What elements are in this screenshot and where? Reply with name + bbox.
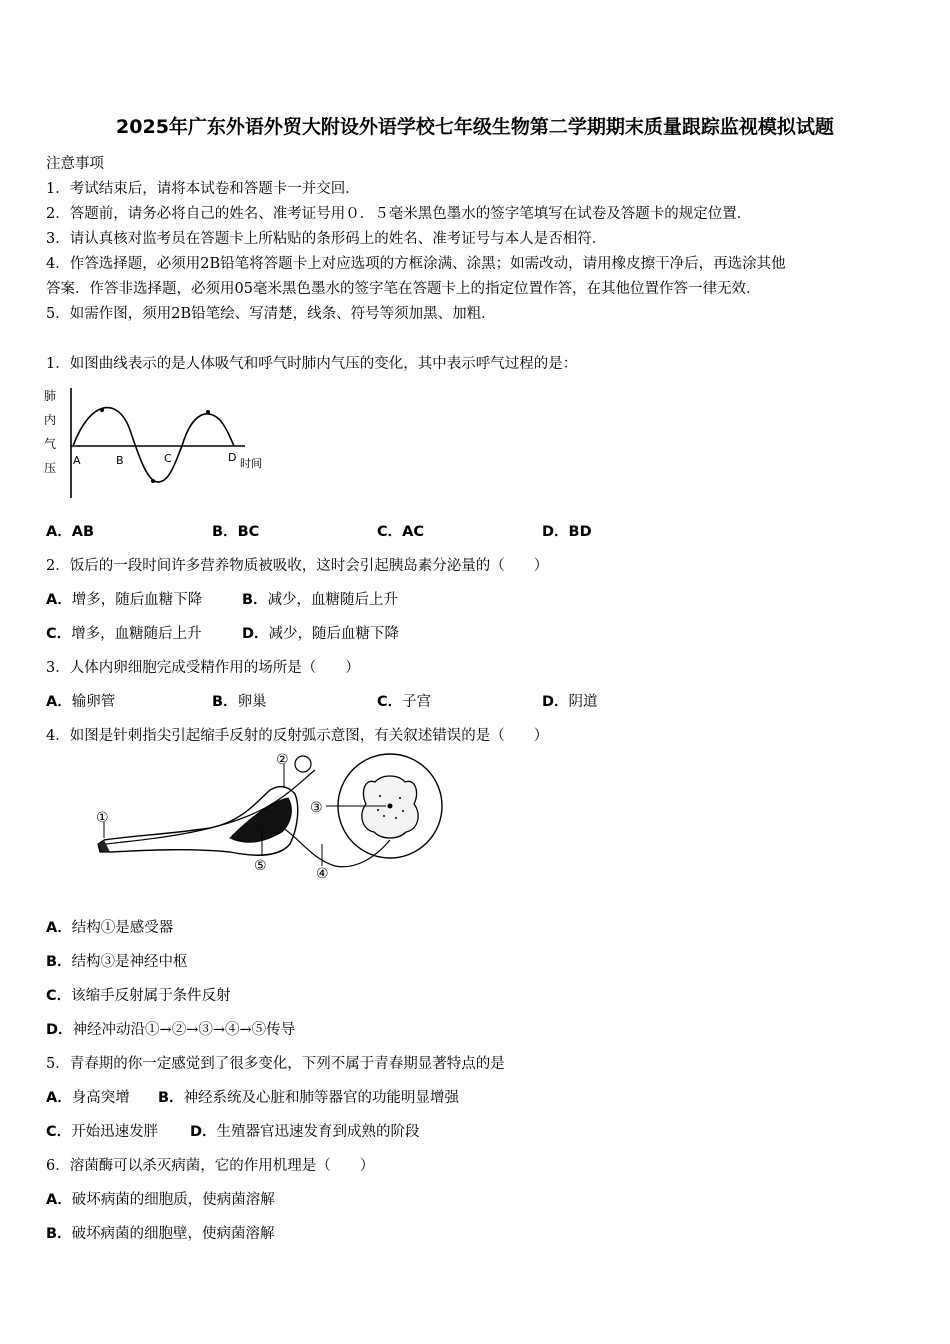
notice-heading: 注意事项 (46, 156, 104, 172)
q2-option-a: A．增多，随后血糖下降 (46, 592, 203, 608)
label-4: ④ (316, 866, 329, 882)
q1-option-a: A．AB (46, 524, 95, 540)
figure-ylabel-char: 气 (44, 437, 57, 451)
fingertip (98, 840, 110, 852)
figure-ylabel-char: 肺 (44, 389, 57, 403)
point-label-c: C (164, 452, 172, 465)
q5-option-c: C．开始迅速发胖 (46, 1124, 159, 1140)
curve-trough-dot (151, 479, 155, 483)
q5-option-a: A．身高突增 (46, 1090, 130, 1106)
point-label-b: B (116, 454, 124, 467)
label-2: ② (276, 752, 289, 768)
notice-item: 1．考试结束后，请将本试卷和答题卡一并交回． (46, 181, 360, 197)
muscle (230, 798, 291, 842)
q5-option-d: D．生殖器官迅速发育到成熟的阶段 (190, 1124, 420, 1140)
notice-item: 2．答题前，请务必将自己的姓名、准考证号用０．５毫米黑色墨水的签字笔填写在试卷及答题卡的规定位置． (46, 206, 752, 222)
ganglion (295, 756, 311, 772)
lung-pressure-curve-figure (40, 380, 280, 505)
label-5: ⑤ (254, 858, 267, 874)
curve-peak-dot (100, 408, 104, 412)
q4-option-d: D．神经冲动沿①→②→③→④→⑤传导 (46, 1022, 296, 1038)
q4-option-b: B．结构③是神经中枢 (46, 954, 188, 970)
q3-option-b: B．卵巢 (212, 694, 267, 710)
question-2-stem: 2．饭后的一段时间许多营养物质被吸收，这时会引起胰岛素分泌量的（ ） (46, 558, 549, 574)
q2-option-d: D．减少，随后血糖下降 (242, 626, 400, 642)
q4-option-c: C．该缩手反射属于条件反射 (46, 988, 231, 1004)
q3-option-c: C．子宫 (377, 694, 432, 710)
q1-option-c: C．AC (377, 524, 425, 540)
q3-option-d: D．阴道 (542, 694, 598, 710)
reflex-arc-figure (90, 748, 450, 888)
notice-item: 4．作答选择题，必须用2B铅笔将答题卡上对应选项的方框涂满、涂黑；如需改动，请用橡皮擦干净后，再选涂其他 (46, 256, 786, 272)
figure-ylabel-char: 内 (44, 413, 57, 427)
label-3: ③ (310, 800, 323, 816)
x-axis-label: 时间 (240, 457, 262, 470)
pressure-curve (73, 408, 237, 482)
q6-option-a: A．破坏病菌的细胞质，使病菌溶解 (46, 1192, 275, 1208)
question-5-stem: 5．青春期的你一定感觉到了很多变化，下列不属于青春期显著特点的是 (46, 1056, 505, 1072)
exam-title: 2025年广东外语外贸大附设外语学校七年级生物第二学期期末质量跟踪监视模拟试题 (116, 116, 834, 138)
q5-option-b: B．神经系统及心脏和肺等器官的功能明显增强 (158, 1090, 460, 1106)
question-1-stem: 1．如图曲线表示的是人体吸气和呼气时肺内气压的变化，其中表示呼气过程的是： (46, 356, 578, 372)
question-6-stem: 6．溶菌酶可以杀灭病菌，它的作用机理是（ ） (46, 1158, 375, 1174)
question-3-stem: 3．人体内卵细胞完成受精作用的场所是（ ） (46, 660, 360, 676)
q2-option-c: C．增多，血糖随后上升 (46, 626, 202, 642)
point-label-d: D (228, 451, 237, 464)
point-label-a: A (73, 454, 81, 467)
q1-option-d: D．BD (542, 524, 592, 540)
q4-option-a: A．结构①是感受器 (46, 920, 174, 936)
q6-option-b: B．破坏病菌的细胞壁，使病菌溶解 (46, 1226, 275, 1242)
question-4-stem: 4．如图是针刺指尖引起缩手反射的反射弧示意图，有关叙述错误的是（ ） (46, 728, 549, 744)
label-1: ① (96, 810, 109, 826)
figure-ylabel-char: 压 (44, 461, 57, 475)
central-canal (388, 804, 393, 809)
notice-item: 5．如需作图，须用2B铅笔绘、写清楚，线条、符号等须加黑、加粗． (46, 306, 496, 322)
notice-item: 3．请认真核对监考员在答题卡上所粘贴的条形码上的姓名、准考证号与本人是否相符． (46, 231, 607, 247)
curve-peak-dot (206, 410, 210, 414)
notice-item: 答案．作答非选择题，必须用05毫米黑色墨水的签字笔在答题卡上的指定位置作答，在其他位置作答一律无效． (46, 281, 761, 297)
q3-option-a: A．输卵管 (46, 694, 116, 710)
q2-option-b: B．减少，血糖随后上升 (242, 592, 399, 608)
q1-option-b: B．BC (212, 524, 260, 540)
